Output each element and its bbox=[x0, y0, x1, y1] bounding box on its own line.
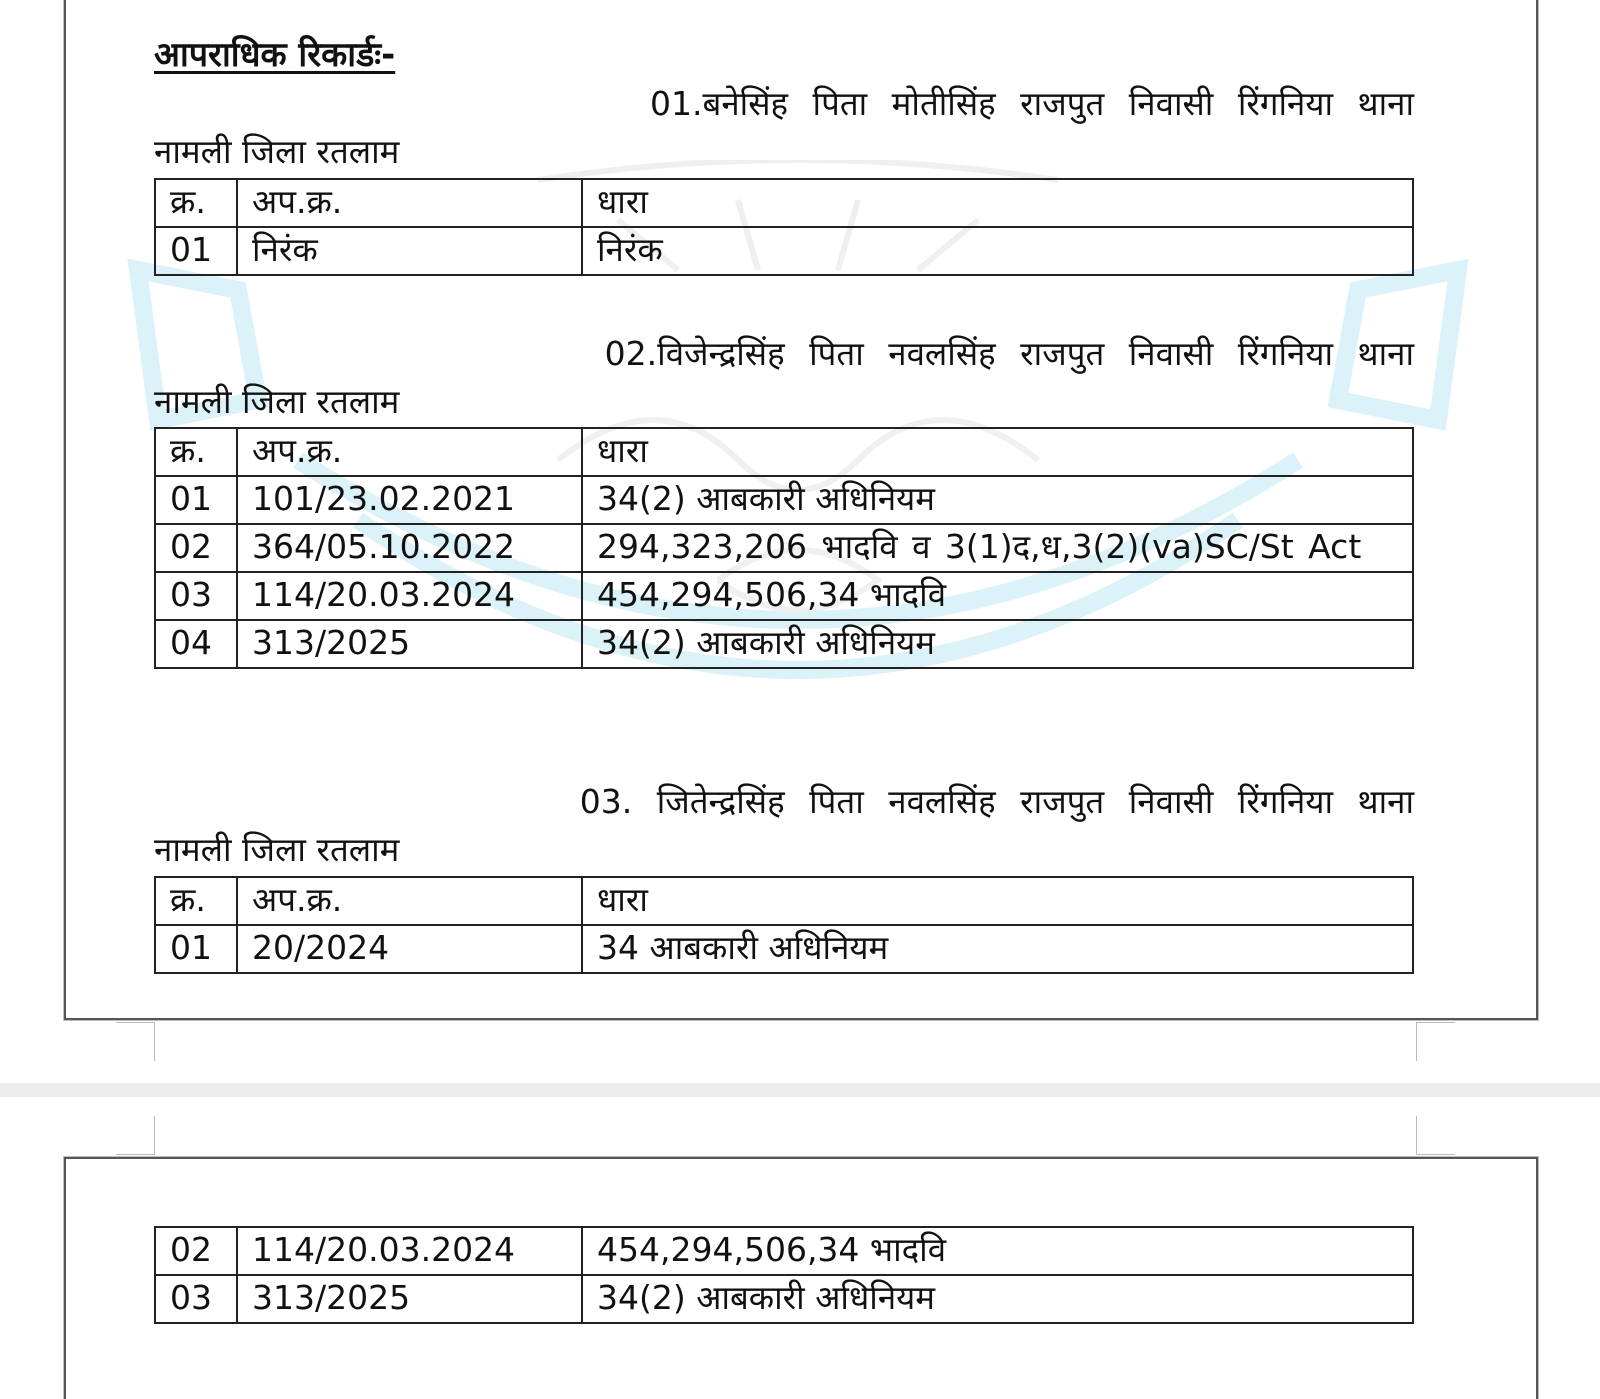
cell-section: निरंक bbox=[582, 227, 1413, 275]
table-row bbox=[155, 1275, 1413, 1323]
person-2-description: 02.विजेन्द्रसिंह पिता नवलसिंह राजपुत निवासी रिंगनिया थाना bbox=[604, 334, 1414, 373]
header-case-number: अप.क्र. bbox=[237, 179, 582, 227]
cell-section: 34 आबकारी अधिनियम bbox=[582, 925, 1413, 973]
table-row bbox=[155, 476, 1413, 524]
table-row bbox=[155, 925, 1413, 973]
header-serial: क्र. bbox=[155, 877, 237, 925]
person-3-record-table bbox=[154, 876, 1414, 974]
table-row bbox=[155, 620, 1413, 668]
header-case-number: अप.क्र. bbox=[237, 428, 582, 476]
table-row bbox=[155, 1227, 1413, 1275]
header-case-number: अप.क्र. bbox=[237, 877, 582, 925]
table-row bbox=[155, 227, 1413, 275]
person-2-location: नामली जिला रतलाम bbox=[154, 382, 400, 421]
cell-case-number: 101/23.02.2021 bbox=[237, 476, 582, 524]
page-gap bbox=[0, 1083, 1600, 1097]
table-row bbox=[155, 524, 1413, 572]
person-3-location: नामली जिला रतलाम bbox=[154, 830, 400, 869]
cell-case-number: निरंक bbox=[237, 227, 582, 275]
header-section: धारा bbox=[582, 877, 1413, 925]
header-serial: क्र. bbox=[155, 428, 237, 476]
cell-serial: 03 bbox=[155, 1275, 237, 1323]
person-1-record-table bbox=[154, 178, 1414, 276]
cell-case-number: 114/20.03.2024 bbox=[237, 572, 582, 620]
cell-case-number: 20/2024 bbox=[237, 925, 582, 973]
person-1-location: नामली जिला रतलाम bbox=[154, 132, 400, 171]
table-header-row bbox=[155, 877, 1413, 925]
table-header-row bbox=[155, 428, 1413, 476]
header-section: धारा bbox=[582, 428, 1413, 476]
page-corner-mark bbox=[116, 1022, 155, 1061]
cell-section: 34(2) आबकारी अधिनियम bbox=[582, 1275, 1413, 1323]
cell-case-number: 313/2025 bbox=[237, 1275, 582, 1323]
header-serial: क्र. bbox=[155, 179, 237, 227]
cell-serial: 04 bbox=[155, 620, 237, 668]
cell-case-number: 114/20.03.2024 bbox=[237, 1227, 582, 1275]
cell-serial: 03 bbox=[155, 572, 237, 620]
page-corner-mark bbox=[116, 1116, 155, 1155]
cell-case-number: 313/2025 bbox=[237, 620, 582, 668]
cell-section: 34(2) आबकारी अधिनियम bbox=[582, 476, 1413, 524]
cell-serial: 01 bbox=[155, 925, 237, 973]
cell-section: 454,294,506,34 भादवि bbox=[582, 1227, 1413, 1275]
cell-section: 34(2) आबकारी अधिनियम bbox=[582, 620, 1413, 668]
person-2-record-table bbox=[154, 427, 1414, 669]
page-corner-mark bbox=[1416, 1116, 1455, 1155]
page-corner-mark bbox=[1416, 1022, 1455, 1061]
person-3-description: 03. जितेन्द्रसिंह पिता नवलसिंह राजपुत निवासी रिंगनिया थाना bbox=[579, 782, 1414, 821]
criminal-record-heading: आपराधिक रिकार्डः- bbox=[154, 35, 396, 75]
cell-serial: 02 bbox=[155, 524, 237, 572]
continuation-record-table bbox=[154, 1226, 1414, 1324]
table-row bbox=[155, 572, 1413, 620]
cell-section: 454,294,506,34 भादवि bbox=[582, 572, 1413, 620]
cell-serial: 02 bbox=[155, 1227, 237, 1275]
cell-section: 294,323,206 भादवि व 3(1)द,ध,3(2)(va)SC/St Act bbox=[582, 524, 1413, 572]
cell-serial: 01 bbox=[155, 476, 237, 524]
cell-case-number: 364/05.10.2022 bbox=[237, 524, 582, 572]
table-header-row bbox=[155, 179, 1413, 227]
cell-serial: 01 bbox=[155, 227, 237, 275]
person-1-description: 01.बनेसिंह पिता मोतीसिंह राजपुत निवासी रिंगनिया थाना bbox=[650, 84, 1414, 123]
header-section: धारा bbox=[582, 179, 1413, 227]
